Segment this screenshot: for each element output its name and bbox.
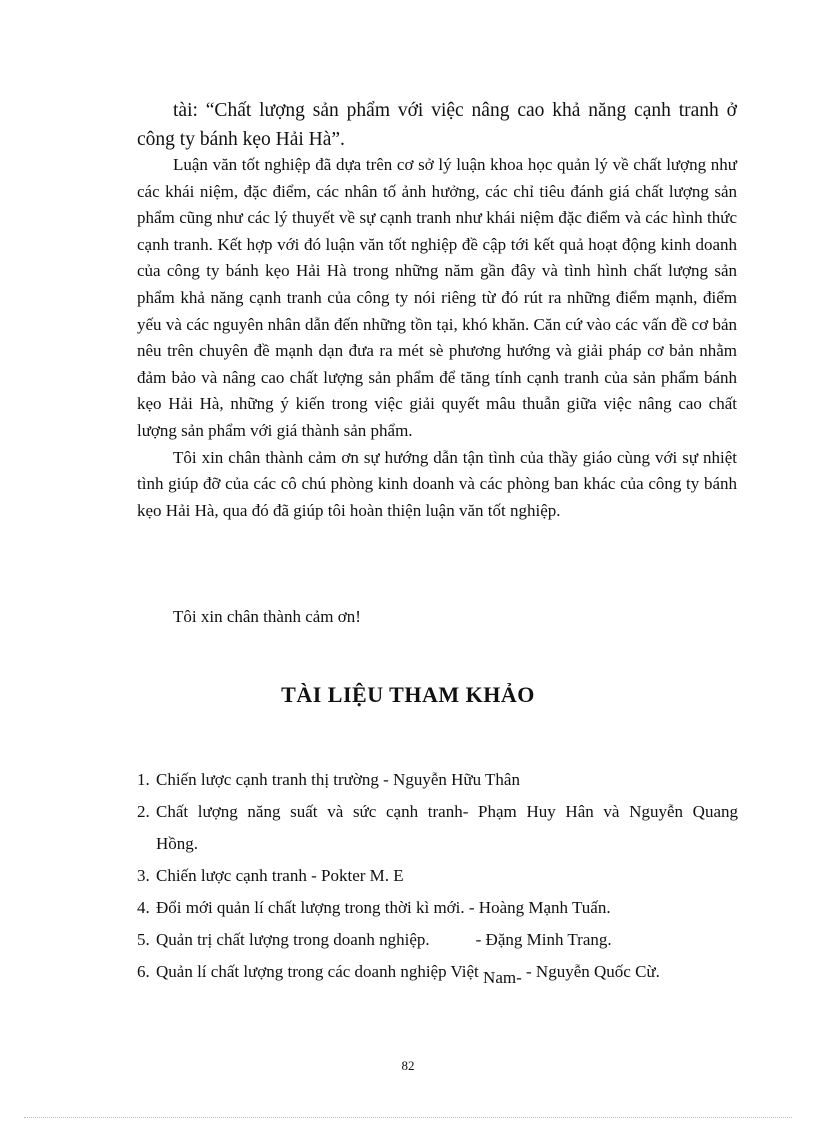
reference-number: 5. [137, 930, 150, 949]
paragraph-topic: tài: “Chất lượng sản phẩm với việc nâng cao khả năng cạnh tranh ở công ty bánh kẹo Hải Hà”. [137, 100, 737, 150]
reference-author: - Nguyễn Quốc Cừ. [526, 962, 660, 981]
page-bottom-border [24, 1117, 792, 1118]
reference-item-2 [137, 796, 738, 860]
reference-text: Đổi mới quản lí chất lượng trong thời kì mới. - Hoàng Mạnh Tuấn. [156, 898, 611, 917]
paragraph-summary: Luận văn tốt nghiệp đã dựa trên cơ sở lý luận khoa học quản lý về chất lượng như các khái niệm, đặc điểm, các nhân tố ảnh hưởng, các chỉ tiêu đánh giá chất lượng sản phẩm cũng như các lý thuyết về sự cạnh tranh như khái niệm đặc điểm và các hình thức cạnh tranh. Kết hợp với đó luận văn tốt nghiệp đề cập tới kết quả hoạt động kinh doanh của công ty bánh kẹo Hải Hà trong những năm gần đây và tình hình chất lượng sản phẩm khả năng cạnh tranh của công ty nói riêng từ đó rút ra những điểm mạnh, điểm yếu và các nguyên nhân dẫn đến những tồn tại, khó khăn. Căn cứ vào các vấn đề cơ bản nêu trên chuyên đề mạnh dạn đưa ra mét sè phương hướng và giải pháp cơ bản nhằm đảm bảo và nâng cao chất lượng sản phẩm để tăng tính cạnh tranh của sản phẩm bánh kẹo Hải Hà, những ý kiến trong việc giải quyết mâu thuẫn giữa việc nâng cao chất lượng sản phẩm với giá thành sản phẩm. [137, 155, 737, 440]
reference-number: 1. [137, 770, 150, 789]
page-number: 82 [401, 1058, 415, 1073]
reference-title: Quản trị chất lượng trong doanh nghiệp. [156, 930, 430, 949]
reference-text-continuation: Hồng. [156, 834, 199, 853]
reference-text [156, 956, 738, 988]
reference-title: Quản lí chất lượng trong các doanh nghiệp Việt [156, 962, 479, 981]
reference-text [156, 924, 738, 956]
reference-item-1 [137, 764, 738, 796]
reference-item-5 [137, 924, 738, 956]
body-text [137, 96, 737, 154]
references-list [137, 764, 738, 988]
body-text-main [137, 152, 737, 524]
paragraph-acknowledgement: Tôi xin chân thành cảm ơn sự hướng dẫn tận tình của thầy giáo cùng với sự nhiệt tình giúp đỡ của các cô chú phòng kinh doanh và các phòng ban khác của công ty bánh kẹo Hải Hà, qua đó đã giúp tôi hoàn thiện luận văn tốt nghiệp. [137, 447, 737, 520]
reference-title-subscript: Nam- [483, 968, 522, 987]
reference-item-3 [137, 860, 738, 892]
reference-number: 2. [137, 802, 150, 821]
reference-item-6 [137, 956, 738, 988]
reference-text: Chiến lược cạnh tranh - Pokter M. E [156, 866, 404, 885]
reference-text: Chất lượng năng suất và sức cạnh tranh- Phạm Huy Hân và Nguyễn Quang [156, 802, 738, 821]
references-heading: TÀI LIỆU THAM KHẢO [281, 682, 535, 707]
reference-text: Chiến lược cạnh tranh thị trường - Nguyễn Hữu Thân [156, 770, 520, 789]
reference-number: 6. [137, 962, 150, 981]
reference-number: 4. [137, 898, 150, 917]
reference-item-4 [137, 892, 738, 924]
reference-number: 3. [137, 866, 150, 885]
reference-author: - Đặng Minh Trang. [475, 930, 612, 949]
thanks-line: Tôi xin chân thành cảm ơn! [173, 607, 361, 626]
